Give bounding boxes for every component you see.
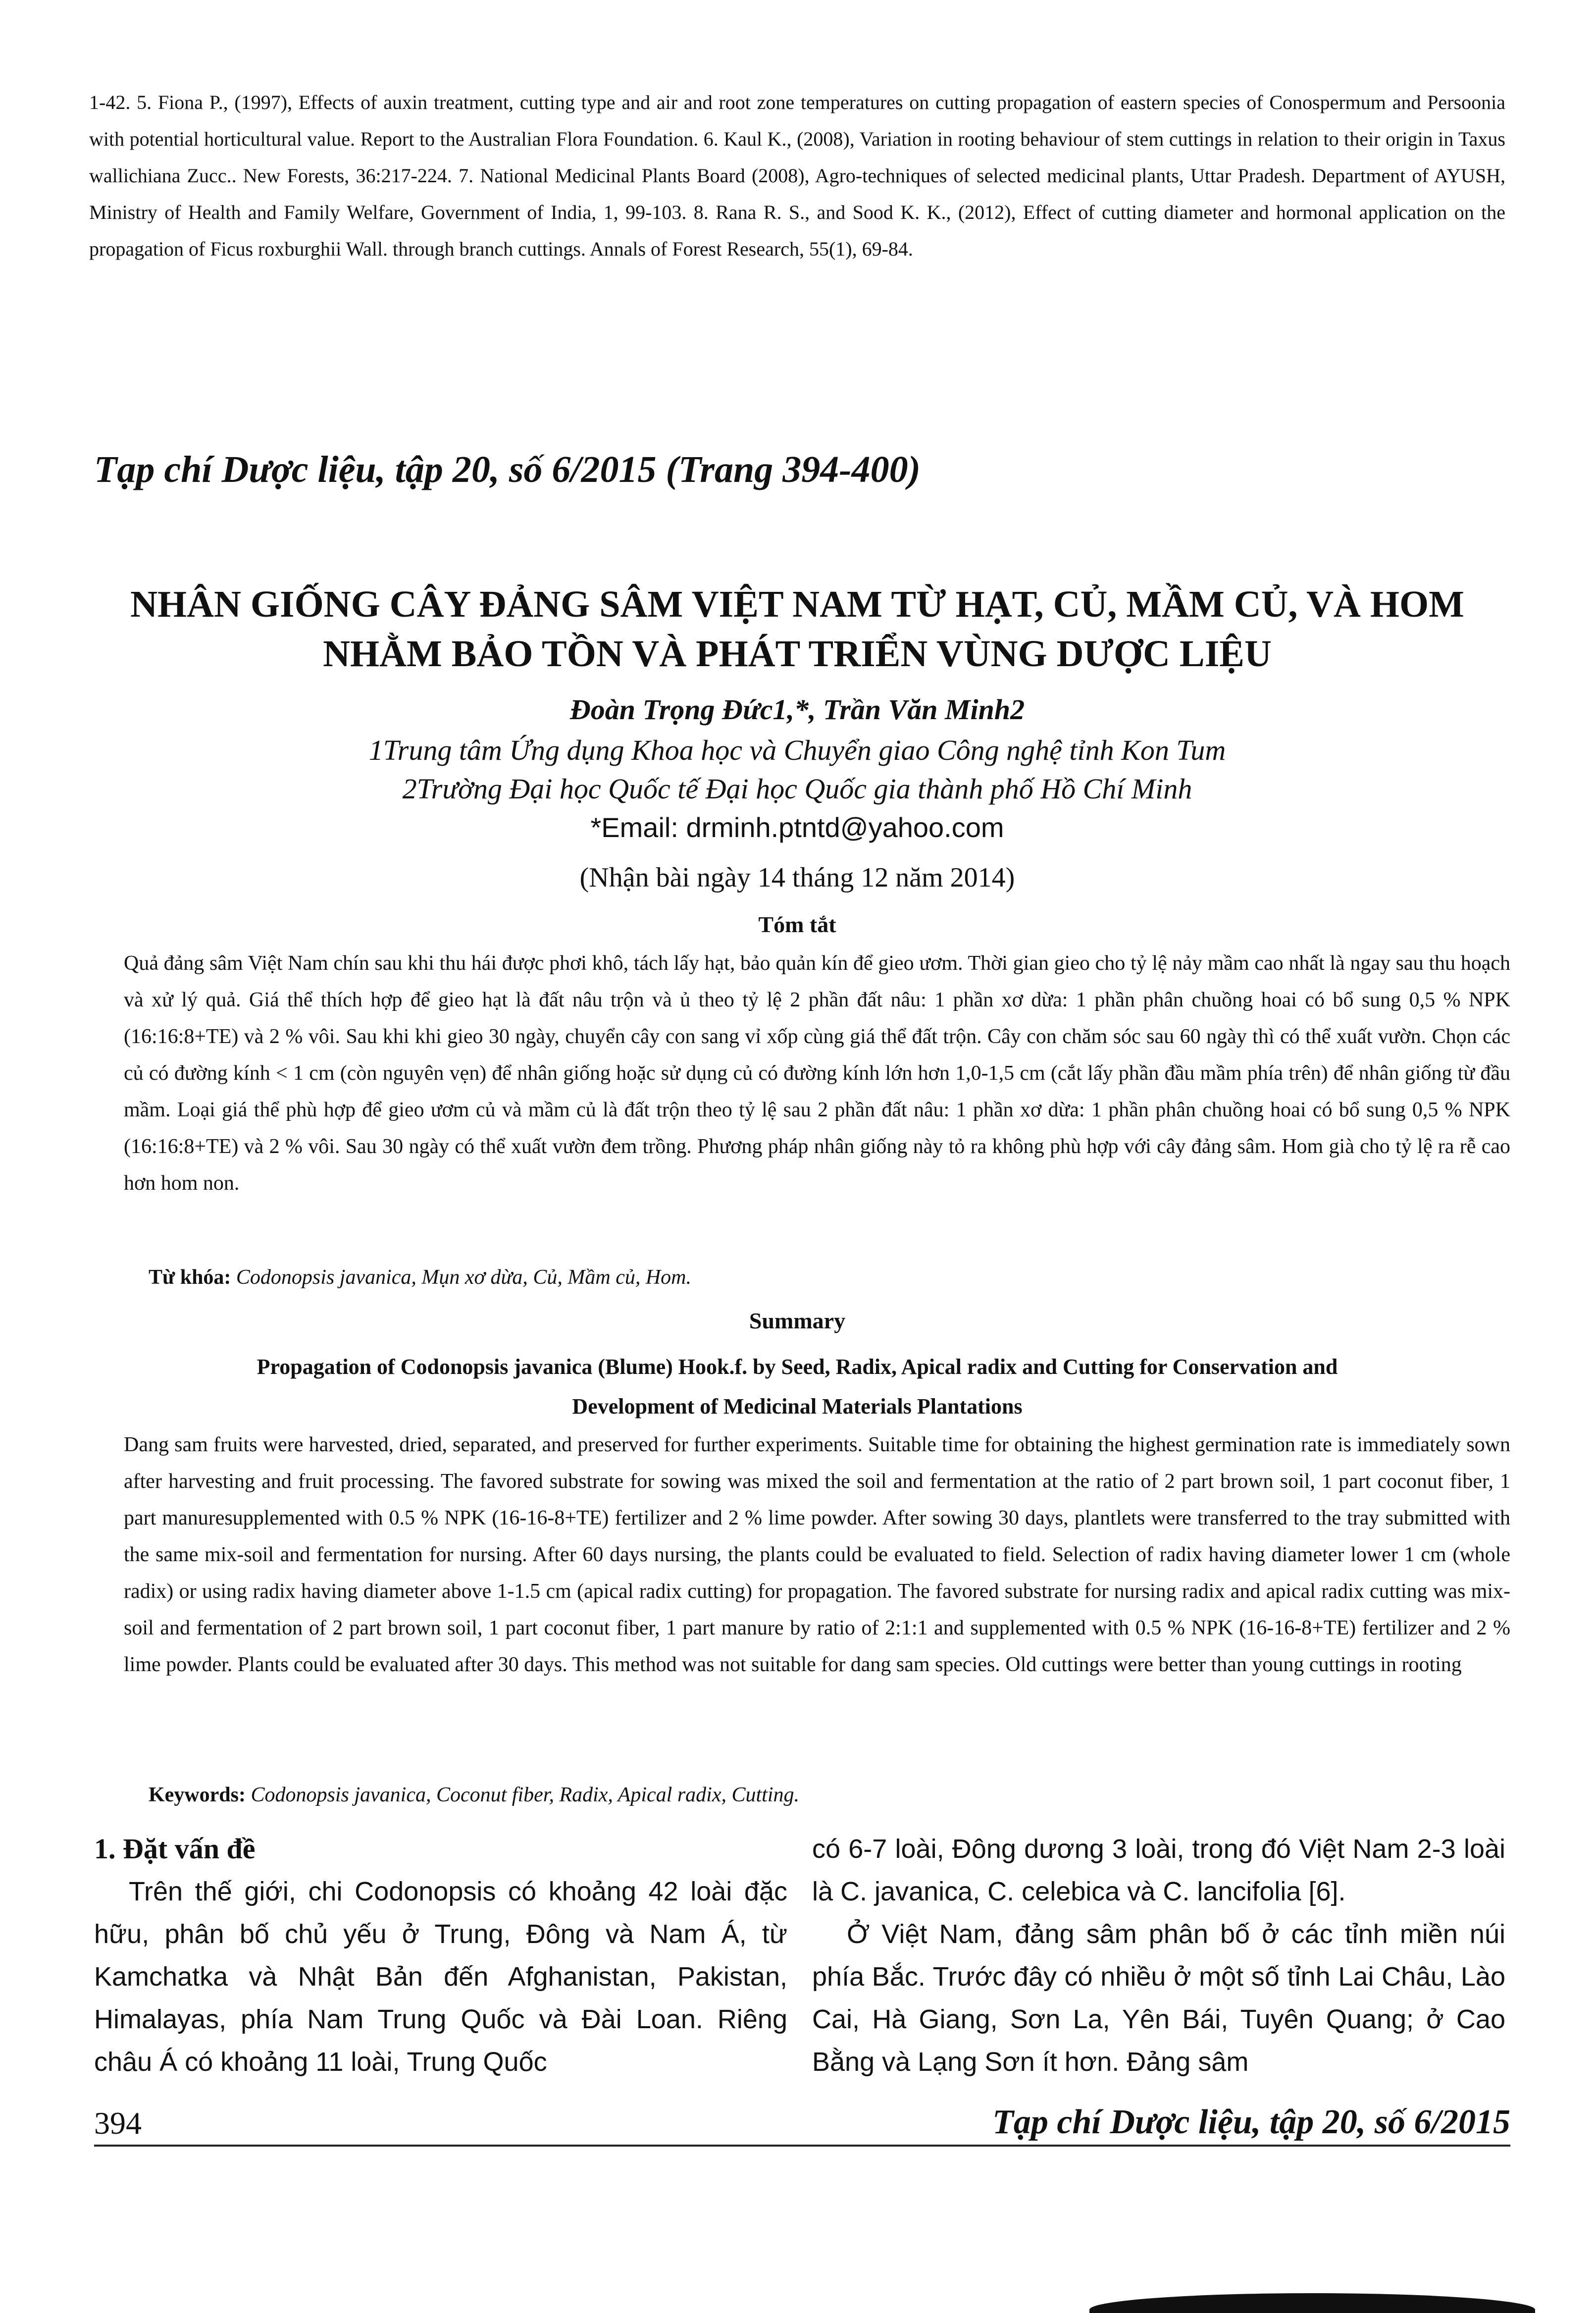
section-heading: 1. Đặt vấn đề: [94, 1833, 256, 1865]
body-column-right: [812, 1828, 1505, 2083]
footer-journal: Tạp chí Dược liệu, tập 20, số 6/2015: [992, 2103, 1510, 2141]
abstract-vn-text: Quả đảng sâm Việt Nam chín sau khi thu hái được phơi khô, tách lấy hạt, bảo quản kín để gieo ươm. Thời gian gieo cho tỷ lệ nảy mầm cao nhất là ngay sau thu hoạch và xử lý quả. Giá thể thích hợp để gieo hạt là đất nâu trộn và ủ theo tỷ lệ 2 phần đất nâu: 1 phần xơ dừa: 1 phần phân chuồng hoai có bổ sung 0,5 % NPK (16:16:8+TE) và 2 % vôi. Sau khi khi gieo 30 ngày, chuyển cây con sang vỉ xốp cùng giá thể đất trộn. Cây con chăm sóc sau 60 ngày thì có thể xuất vườn. Chọn các củ có đường kính < 1 cm (còn nguyên vẹn) để nhân giống hoặc sử dụng củ có đường kính lớn hơn 1,0-1,5 cm (cắt lấy phần đầu mầm phía trên) để nhân giống từ đầu mầm. Loại giá thể phù hợp để gieo ươm củ và mầm củ là đất trộn theo tỷ lệ sau 2 phần đất nâu: 1 phần xơ dừa: 1 phần phân chuồng hoai có bổ sung 0,5 % NPK (16:16:8+TE) và 2 % vôi. Sau 30 ngày có thể xuất vườn đem trồng. Phương pháp nhân giống này tỏ ra không phù hợp với cây đảng sâm. Hom già cho tỷ lệ ra rễ cao hơn hom non.: [124, 952, 1510, 1195]
keywords-vn-label: Từ khóa:: [149, 1266, 231, 1289]
contact-email: *Email: drminh.ptntd@yahoo.com: [590, 812, 1004, 843]
keywords-en: [149, 1783, 799, 1807]
title-line-2: NHẰM BẢO TỒN VÀ PHÁT TRIỂN VÙNG DƯỢC LIỆU: [323, 633, 1272, 675]
section-paragraph-left: Trên thế giới, chi Codonopsis có khoảng 42 loài đặc hữu, phân bố chủ yếu ở Trung, Đông và Nam Á, từ Kamchatka và Nhật Bản đến Afghanistan, Pakistan, Himalayas, phía Nam Trung Quốc và Đài Loan. Riêng châu Á có khoảng 11 loài, Trung Quốc: [94, 1877, 787, 2077]
scan-edge-mark: [1089, 2293, 1535, 2313]
keywords-vn-list: Codonopsis javanica, Mụn xơ dừa, Củ, Mầm củ, Hom.: [236, 1266, 691, 1289]
abstract-en-text: Dang sam fruits were harvested, dried, separated, and preserved for further experiments. Suitable time for obtaining the highest germination rate is immediately sown after harvesting and fruit processing. The favored substrate for sowing was mixed the soil and fermentation at the ratio of 2 part brown soil, 1 part coconut fiber, 1 part manuresupplemented with 0.5 % NPK (16-16-8+TE) fertilizer and 2 % lime powder. After sowing 30 days, plantlets were transferred to the tray submitted with the same mix-soil and fermentation for nursing. After 60 days nursing, the plants could be evaluated to field. Selection of radix having diameter lower 1 cm (whole radix) or using radix having diameter above 1-1.5 cm (apical radix cutting) for propagation. The favored substrate for nursing radix and apical radix cutting was mix-soil and fermentation of 2 part brown soil, 1 part coconut fiber, 1 part manure by ratio of 2:1:1 and supplemented with 0.5 % NPK (16-16-8+TE) fertilizer and 2 % lime powder. Plants could be evaluated after 30 days. This method was not suitable for dang sam species. Old cuttings were better than young cuttings in rooting: [124, 1433, 1510, 1676]
keywords-en-list: Codonopsis javanica, Coconut fiber, Radix, Apical radix, Cutting.: [251, 1784, 799, 1806]
body-column-left: [94, 1828, 787, 2083]
authors: Đoàn Trọng Đức1,*, Trần Văn Minh2: [569, 693, 1025, 726]
article-title: [89, 579, 1505, 679]
references-text: 1-42. 5. Fiona P., (1997), Effects of auxin treatment, cutting type and air and root zone temperatures on cutting propagation of eastern species of Conospermum and Persoonia with potential horticultural value. Report to the Australian Flora Foundation. 6. Kaul K., (2008), Variation in rooting behaviour of stem cuttings in relation to their origin in Taxus wallichiana Zucc.. New Forests, 36:217-224. 7. National Medicinal Plants Board (2008), Agro-techniques of selected medicinal plants, Uttar Pradesh. Department of AYUSH, Ministry of Health and Family Welfare, Government of India, 1, 99-103. 8. Rana R. S., and Sood K. K., (2012), Effect of cutting diameter and hormonal application on the propagation of Ficus roxburghii Wall. through branch cuttings. Annals of Forest Research, 55(1), 69-84.: [89, 91, 1505, 260]
received-date: (Nhận bài ngày 14 tháng 12 năm 2014): [579, 862, 1015, 893]
journal-header: Tạp chí Dược liệu, tập 20, số 6/2015 (Trang 394-400): [94, 449, 921, 490]
section-paragraph-right-1: có 6-7 loài, Đông dương 3 loài, trong đó Việt Nam 2-3 loài là C. javanica, C. celebica và C. lancifolia [6].: [812, 1834, 1505, 1906]
abstract-en-heading: Summary: [749, 1308, 846, 1333]
abstract-vn-heading: Tóm tắt: [758, 912, 836, 937]
english-title-line-2: Development of Medicinal Materials Plantations: [572, 1394, 1023, 1419]
section-paragraph-right-2: Ở Việt Nam, đảng sâm phân bố ở các tỉnh miền núi phía Bắc. Trước đây có nhiều ở một số tỉnh Lai Châu, Lào Cai, Hà Giang, Sơn La, Yên Bái, Tuyên Quang; ở Cao Bằng và Lạng Sơn ít hơn. Đảng sâm: [812, 1919, 1505, 2077]
affiliation-1: 1Trung tâm Ứng dụng Khoa học và Chuyển giao Công nghệ tỉnh Kon Tum: [368, 734, 1226, 766]
references-continued: [89, 84, 1505, 267]
keywords-vn: [149, 1265, 691, 1289]
title-line-1: NHÂN GIỐNG CÂY ĐẢNG SÂM VIỆT NAM TỪ HẠT, CỦ, MẦM CỦ, VÀ HOM: [130, 583, 1464, 625]
english-title: [89, 1347, 1505, 1426]
footer-divider: [94, 2145, 1510, 2147]
keywords-en-label: Keywords:: [149, 1784, 246, 1806]
english-title-line-1: Propagation of Codonopsis javanica (Blume) Hook.f. by Seed, Radix, Apical radix and Cutting for Conservation and: [257, 1355, 1338, 1379]
page-number: 394: [94, 2105, 142, 2141]
affiliation-2: 2Trường Đại học Quốc tế Đại học Quốc gia thành phố Hồ Chí Minh: [402, 773, 1192, 805]
